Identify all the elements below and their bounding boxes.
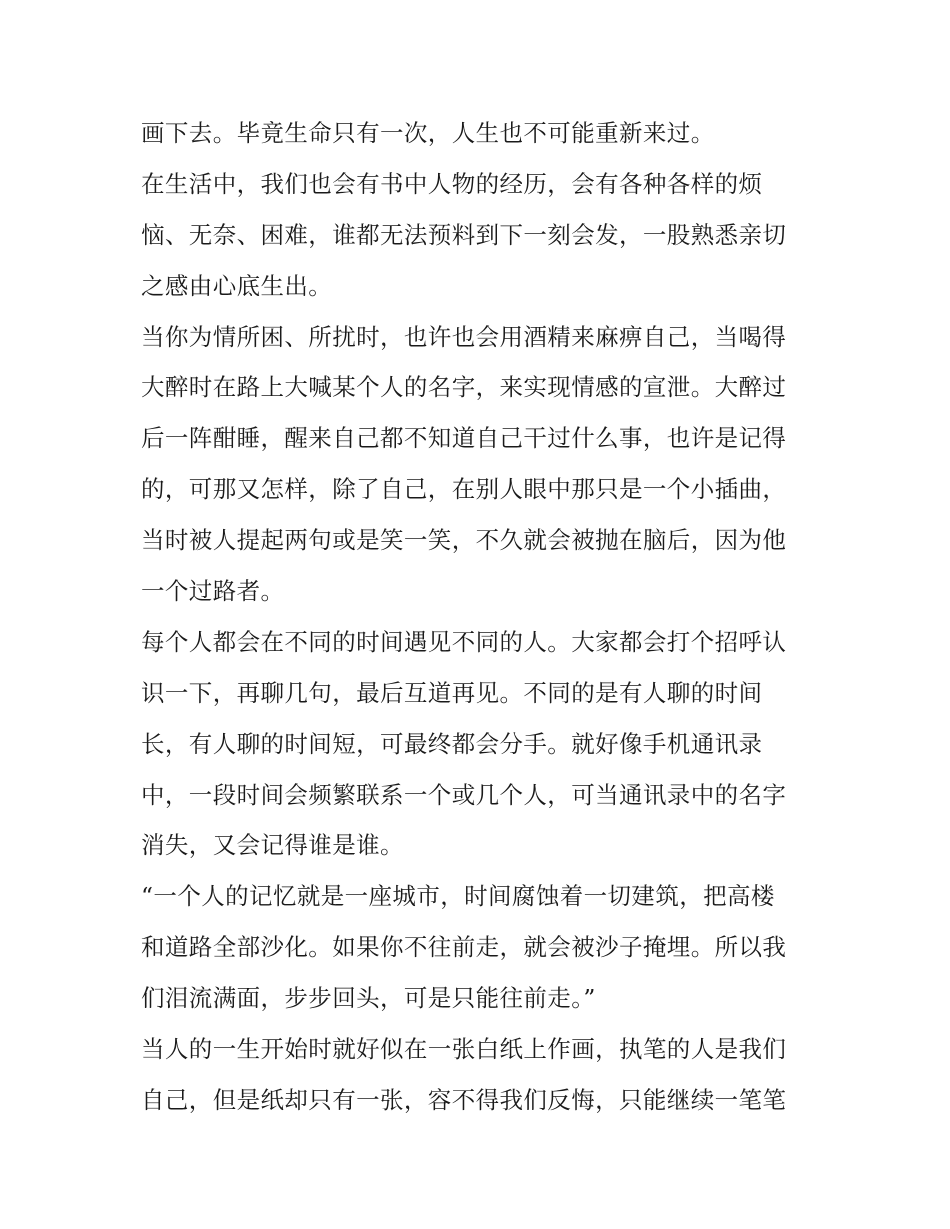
- text-line: 自己，但是纸却只有一张，容不得我们反悔，只能继续一笔笔: [141, 1085, 787, 1114]
- text-line: 当你为情所困、所扰时，也许也会用酒精来麻痹自己，当喝得: [141, 322, 787, 351]
- text-line: 画下去。毕竟生命只有一次，人生也不可能重新来过。: [141, 119, 715, 147]
- text-line: 恼、无奈、困难，谁都无法预料到下一刻会发，一股熟悉亲切: [141, 220, 787, 249]
- text-line: 当时被人提起两句或是笑一笑，不久就会被抛在脑后，因为他: [141, 526, 787, 555]
- text-line: 大醉时在路上大喊某个人的名字，来实现情感的宣泄。大醉过: [141, 373, 787, 402]
- text-line: 消失，又会记得谁是谁。: [141, 831, 404, 860]
- text-line: 当人的一生开始时就好似在一张白纸上作画，执笔的人是我们: [141, 1035, 787, 1064]
- text-line: 们泪流满面，步步回头，可是只能往前走。”: [141, 984, 596, 1013]
- text-line: 和道路全部沙化。如果你不往前走，就会被沙子掩埋。所以我: [141, 933, 787, 962]
- text-line: 一个过路者。: [141, 577, 285, 606]
- text-line: 的，可那又怎样，除了自己，在别人眼中那只是一个小插曲，: [141, 475, 787, 504]
- text-line: 长，有人聊的时间短，可最终都会分手。就好像手机通讯录: [141, 729, 763, 758]
- text-line: 在生活中，我们也会有书中人物的经历，会有各种各样的烦: [141, 169, 763, 198]
- text-line: 之感由心底生出。: [141, 271, 333, 300]
- text-line: 后一阵酣睡，醒来自己都不知道自己干过什么事，也许是记得: [141, 424, 787, 453]
- text-line: 识一下，再聊几句，最后互道再见。不同的是有人聊的时间: [141, 678, 763, 707]
- text-line: 中，一段时间会频繁联系一个或几个人，可当通讯录中的名字: [141, 780, 787, 809]
- text-line: “一个人的记忆就是一座城市，时间腐蚀着一切建筑，把高楼: [141, 882, 775, 911]
- body-text: [141, 108, 813, 1126]
- text-line: 每个人都会在不同的时间遇见不同的人。大家都会打个招呼认: [141, 627, 787, 656]
